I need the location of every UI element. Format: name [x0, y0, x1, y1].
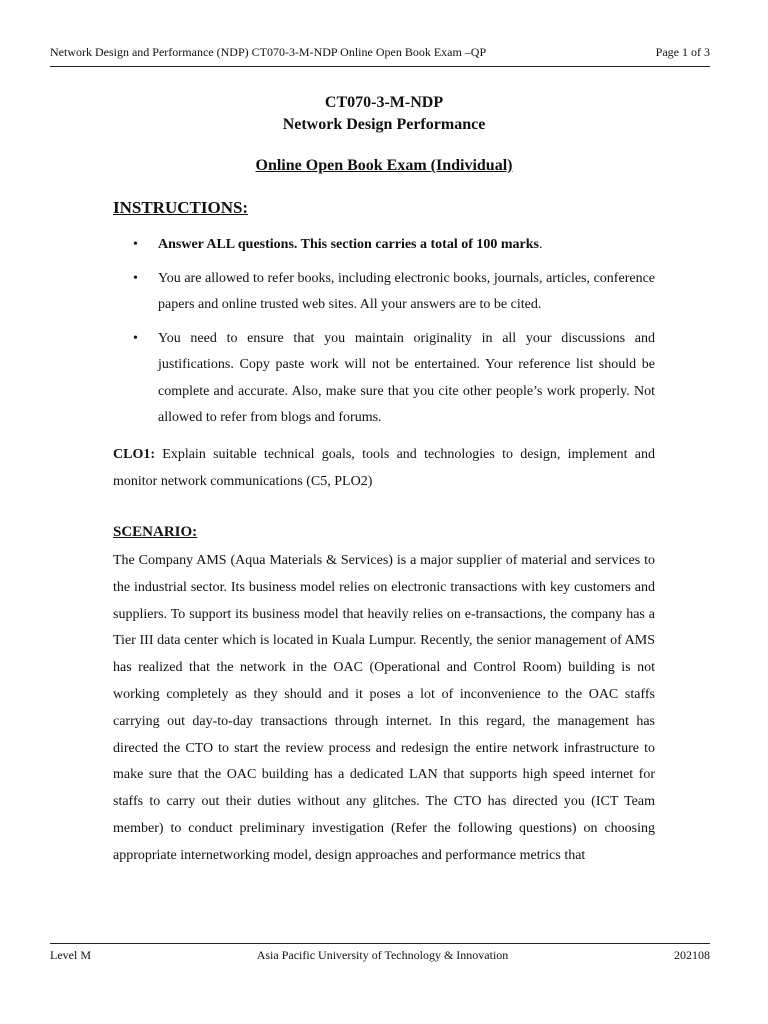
instructions-heading: INSTRUCTIONS: [113, 198, 249, 217]
instruction-bold-text: Answer ALL questions. This section carries a total of 100 marks [158, 237, 539, 252]
instruction-item [113, 232, 655, 259]
clo-label: CLO1: [113, 447, 155, 462]
bullet-icon: • [133, 330, 138, 346]
instruction-item [113, 266, 655, 319]
bullet-icon: • [133, 270, 138, 286]
header-document-title: Network Design and Performance (NDP) CT070-3-M-NDP Online Open Book Exam –QP [50, 45, 487, 59]
footer-level: Level M [50, 948, 91, 962]
page-footer [50, 947, 710, 963]
course-code: CT070-3-M-NDP [324, 94, 444, 111]
scenario-paragraph: The Company AMS (Aqua Materials & Services) is a major supplier of material and services to the industrial sector. Its business model relies on electronic transactions with key customers and suppliers. To support its business model that heavily relies on e-transactions, the company has a Tier III data center which is located in Kuala Lumpur. Recently, the senior management of AMS has realized that the network in the OAC (Operational and Control Room) building is not working completely as they should and it poses a lot of inconvenience to the OAC staffs carrying out day-to-day transactions through internet. In this regard, the management has directed the CTO to start the review process and redesign the entire network infrastructure to make sure that the OAC building has a dedicated LAN that supports high speed internet for staffs to carry out their duties without any glitches. The CTO has directed you (ICT Team member) to conduct preliminary investigation (Refer the following questions) on choosing appropriate internetworking model, design approaches and performance metrics that [113, 553, 655, 863]
page-header [50, 44, 710, 60]
footer-divider [50, 943, 710, 944]
instruction-text: You need to ensure that you maintain originality in all your discussions and justifications. Copy paste work will not be entertained. Your reference list should be complete and accurate. Also, make sure that you cite other people’s work properly. Not allowed to refer from blogs and forums. [158, 330, 655, 425]
course-name: Network Design Performance [282, 116, 486, 133]
title-block [0, 92, 768, 136]
header-page-number: Page 1 of 3 [655, 45, 710, 59]
instructions-list [113, 232, 655, 439]
instruction-text: . [539, 237, 543, 252]
instruction-item [113, 326, 655, 432]
exam-title [0, 156, 768, 176]
bullet-icon: • [133, 237, 138, 252]
footer-code: 202108 [674, 948, 710, 962]
scenario-heading: SCENARIO: [113, 524, 198, 540]
exam-title-text: Online Open Book Exam (Individual) [255, 157, 513, 174]
clo-text: Explain suitable technical goals, tools and technologies to design, implement and monitor network communications (C5, PLO2) [113, 447, 655, 489]
header-divider [50, 66, 710, 67]
footer-institution: Asia Pacific University of Technology & Innovation [256, 948, 509, 962]
instruction-text: You are allowed to refer books, including electronic books, journals, articles, conference papers and online trusted web sites. All your answers are to be cited. [158, 270, 655, 312]
clo-paragraph [113, 442, 655, 495]
